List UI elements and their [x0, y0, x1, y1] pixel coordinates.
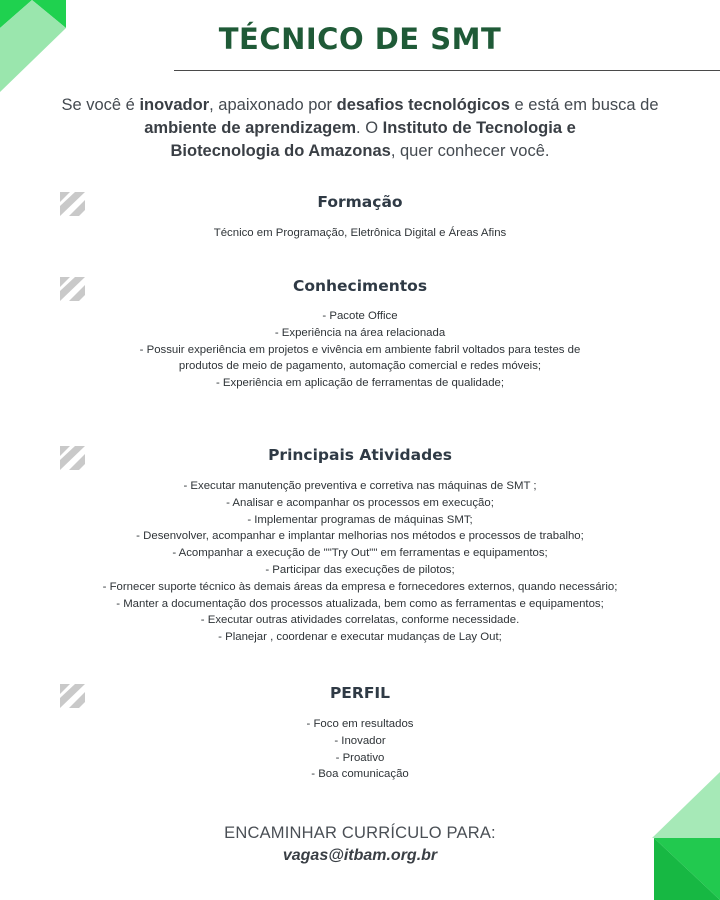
list-item: - Pacote Office — [322, 310, 398, 322]
list-item: - Proativo — [335, 751, 385, 764]
intro-paragraph — [40, 94, 680, 163]
cta-email-link[interactable]: vagas@itbam.org.br — [282, 847, 438, 864]
section-title-conhecimentos: Conhecimentos — [292, 277, 428, 295]
list-item: - Experiência em aplicação de ferramentas de qualidade; — [215, 377, 505, 390]
intro-line-3: Biotecnologia do Amazonas, quer conhecer você. — [170, 142, 550, 160]
list-item: - Desenvolver, acompanhar e implantar melhorias nos métodos e processos de trabalho; — [136, 530, 584, 543]
page-title: TÉCNICO DE SMT — [218, 22, 502, 56]
list-item: - Manter a documentação dos processos atualizada, bem como as ferramentas e equipamentos; — [116, 597, 604, 610]
list-item: - Experiência na área relacionada — [274, 326, 446, 339]
list-item: produtos de meio de pagamento, automação comercial e redes móveis; — [178, 360, 542, 373]
list-item: - Fornecer suporte técnico às demais áreas da empresa e fornecedores externos, quando necessário; — [102, 580, 618, 593]
list-item: - Executar outras atividades correlatas, conforme necessidade. — [200, 614, 520, 627]
section-title-formacao: Formação — [317, 193, 403, 211]
list-item: - Foco em resultados — [306, 718, 414, 730]
list-item: - Analisar e acompanhar os processos em execução; — [226, 496, 494, 509]
cta-label: ENCAMINHAR CURRÍCULO PARA: — [224, 824, 496, 842]
list-item: Técnico em Programação, Eletrônica Digital e Áreas Afins — [213, 227, 507, 239]
title-divider — [174, 70, 720, 71]
list-item: - Acompanhar a execução de ""Try Out"" em ferramentas e equipamentos; — [172, 547, 548, 560]
section-body-conhecimentos — [40, 308, 680, 392]
section-title-perfil: PERFIL — [329, 684, 391, 702]
section-body-formacao — [40, 225, 680, 242]
intro-line-2: ambiente de aprendizagem. O Instituto de Tecnologia e — [144, 119, 576, 137]
list-item: - Boa comunicação — [311, 768, 409, 781]
list-item: - Possuir experiência em projetos e vivência em ambiente fabril voltados para testes de — [139, 343, 581, 356]
list-item: - Implementar programas de máquinas SMT; — [247, 513, 473, 526]
list-item: - Participar das execuções de pilotos; — [265, 563, 455, 576]
list-item: - Inovador — [334, 734, 386, 747]
intro-line-1: Se você é inovador, apaixonado por desafios tecnológicos e está em busca de — [61, 96, 659, 114]
section-title-atividades: Principais Atividades — [268, 446, 452, 464]
section-body-atividades — [40, 478, 680, 646]
list-item: - Executar manutenção preventiva e corretiva nas máquinas de SMT ; — [183, 480, 537, 492]
list-item: - Planejar , coordenar e executar mudanças de Lay Out; — [218, 631, 502, 644]
section-body-perfil — [40, 716, 680, 783]
